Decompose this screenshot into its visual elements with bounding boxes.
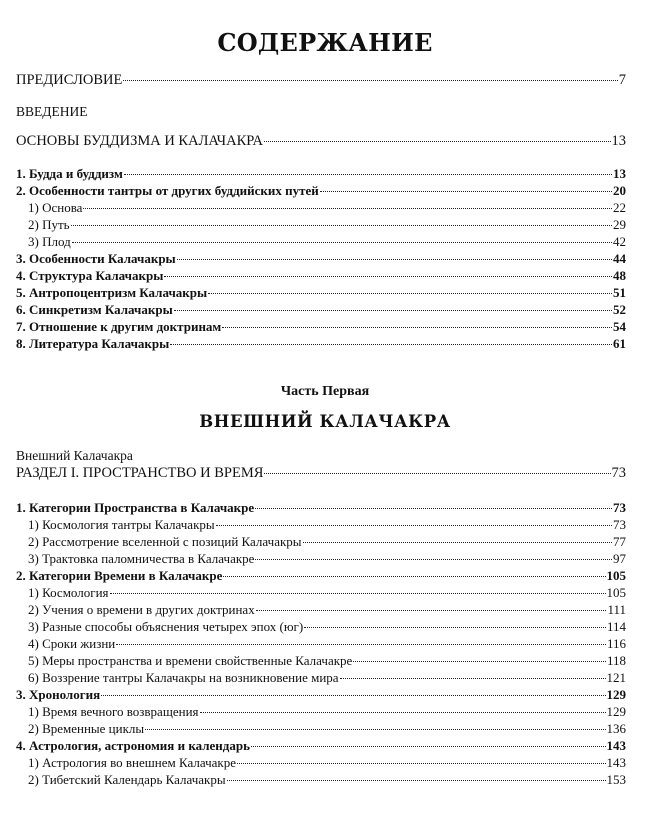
toc-entry-label: 4) Сроки жизни <box>28 636 116 651</box>
dot-leader <box>170 344 612 345</box>
toc-page-number: 121 <box>606 670 626 685</box>
toc-page-number: 22 <box>613 200 626 215</box>
dot-leader <box>208 293 612 294</box>
toc-page-number: 118 <box>606 653 626 668</box>
toc-page-number: 97 <box>613 551 626 566</box>
toc-entry[interactable] <box>28 636 626 652</box>
dot-leader <box>123 80 617 81</box>
toc-entry-label: 2) Временные циклы <box>28 721 145 736</box>
toc-page-number: 54 <box>613 319 626 334</box>
toc-entry-label: 6) Воззрение тантры Калачакры на возникновение мира <box>28 670 339 685</box>
dot-leader <box>264 141 611 142</box>
dot-leader <box>251 746 606 747</box>
toc-entry-label: 7. Отношение к другим доктринам <box>16 319 222 334</box>
toc-page-number: 48 <box>613 268 626 283</box>
toc-entry[interactable] <box>28 585 626 601</box>
toc-entry[interactable] <box>28 602 626 618</box>
dot-leader <box>256 610 607 611</box>
toc-entry-label: 4. Структура Калачакры <box>16 268 164 283</box>
toc-entry-label: 2) Путь <box>28 217 70 232</box>
toc-entry-label: 2) Тибетский Календарь Калачакры <box>28 772 226 787</box>
toc-entry-label: 3) Трактовка паломничества в Калачакре <box>28 551 255 566</box>
toc-entry-label: 5. Антропоцентризм Калачакры <box>16 285 208 300</box>
toc-page-number: 13 <box>613 166 626 181</box>
toc-entry[interactable] <box>28 551 626 567</box>
toc-page-number: 20 <box>613 183 626 198</box>
dot-leader <box>222 327 612 328</box>
toc-entry-label: 8. Литература Калачакры <box>16 336 170 351</box>
toc-entry-label: 1) Время вечного возвращения <box>28 704 199 719</box>
toc-page-number: 73 <box>613 500 626 515</box>
dot-leader <box>304 627 606 628</box>
dot-leader <box>255 559 612 560</box>
toc-page-number: 116 <box>606 636 626 651</box>
toc-entry[interactable] <box>28 517 626 533</box>
toc-entry-label: 2) Рассмотрение вселенной с позиций Калачакры <box>28 534 302 549</box>
dot-leader <box>223 576 605 577</box>
toc-page-number: 77 <box>613 534 626 549</box>
toc-entry-label: 3) Разные способы объяснения четырех эпох (юг) <box>28 619 304 634</box>
toc-entry-label: 2) Учения о времени в других доктринах <box>28 602 255 617</box>
toc-page-number: 44 <box>613 251 626 266</box>
dot-leader <box>216 525 612 526</box>
toc-entry[interactable] <box>28 721 626 737</box>
toc-entry[interactable] <box>16 285 626 301</box>
page-title: СОДЕРЖАНИЕ <box>217 28 433 57</box>
toc-entry[interactable] <box>16 500 626 516</box>
dot-leader <box>320 191 612 192</box>
toc-entry-label: ОСНОВЫ БУДДИЗМА И КАЛАЧАКРА <box>16 133 263 149</box>
toc-page-number: 129 <box>606 687 626 702</box>
dot-leader <box>116 644 606 645</box>
toc-entry[interactable] <box>28 217 626 233</box>
toc-entry[interactable] <box>16 568 626 584</box>
dot-leader <box>303 542 612 543</box>
toc-entry[interactable] <box>28 772 626 788</box>
toc-entry-label: РАЗДЕЛ I. ПРОСТРАНСТВО И ВРЕМЯ <box>16 465 264 481</box>
part-label: Часть Первая <box>280 384 370 399</box>
toc-entry[interactable] <box>16 183 626 199</box>
toc-page-number: 105 <box>606 585 626 600</box>
toc-page-number: 52 <box>613 302 626 317</box>
toc-page-number: 129 <box>606 704 626 719</box>
toc-page-number: 153 <box>606 772 626 787</box>
toc-page-number: 29 <box>613 217 626 232</box>
part-title: ВНЕШНИЙ КАЛАЧАКРА <box>199 412 451 431</box>
toc-entry-label: 2. Особенности тантры от других буддийских путей <box>16 183 319 198</box>
toc-page-number: 7 <box>618 72 626 88</box>
toc-entry[interactable] <box>28 234 626 250</box>
toc-entry[interactable] <box>16 738 626 754</box>
toc-entry-label: 2. Категории Времени в Калачакре <box>16 568 223 583</box>
dot-leader <box>177 259 612 260</box>
toc-page-number: 73 <box>613 517 626 532</box>
toc-entry-label: 1. Будда и буддизм <box>16 166 123 181</box>
toc-entry[interactable] <box>16 166 626 182</box>
toc-entry-label: 3. Хронология <box>16 687 101 702</box>
dot-leader <box>237 763 606 764</box>
toc-page-number: 114 <box>606 619 626 634</box>
dot-leader <box>264 473 610 474</box>
toc-entry[interactable] <box>28 755 626 771</box>
toc-entry-preface[interactable] <box>16 72 626 88</box>
dot-leader <box>353 661 606 662</box>
toc-entry[interactable] <box>28 619 626 635</box>
toc-entry[interactable] <box>28 200 626 216</box>
toc-page-number: 51 <box>613 285 626 300</box>
toc-entry[interactable] <box>16 319 626 335</box>
toc-entry-label: ПРЕДИСЛОВИЕ <box>16 72 123 88</box>
toc-page-number: 136 <box>606 721 626 736</box>
toc-entry-section[interactable] <box>16 465 626 481</box>
toc-entry-label: 1) Основа <box>28 200 83 215</box>
dot-leader <box>340 678 606 679</box>
dot-leader <box>255 508 612 509</box>
toc-page-number: 105 <box>606 568 626 583</box>
toc-entry[interactable] <box>28 534 626 550</box>
toc-page-number: 143 <box>606 738 626 753</box>
toc-entry-label: 4. Астрология, астрономия и календарь <box>16 738 250 753</box>
toc-entry[interactable] <box>28 704 626 720</box>
section-caption: Внешний Калачакра <box>16 448 133 463</box>
toc-entry-label: 3. Особенности Калачакры <box>16 251 176 266</box>
toc-entry-label: 1) Астрология во внешнем Калачакре <box>28 755 236 770</box>
dot-leader <box>83 208 612 209</box>
toc-entry[interactable] <box>16 268 626 284</box>
intro-heading: ВВЕДЕНИЕ <box>16 104 88 119</box>
toc-entry[interactable] <box>16 302 626 318</box>
toc-entry-label: 1. Категории Пространства в Калачакре <box>16 500 255 515</box>
toc-page-number: 143 <box>606 755 626 770</box>
dot-leader <box>101 695 605 696</box>
toc-page-number: 73 <box>611 465 626 481</box>
toc-entry[interactable] <box>16 687 626 703</box>
dot-leader <box>174 310 612 311</box>
dot-leader <box>145 729 605 730</box>
toc-entry-label: 1) Космология <box>28 585 109 600</box>
toc-entry[interactable] <box>28 653 626 669</box>
toc-entry-label: 1) Космология тантры Калачакры <box>28 517 215 532</box>
dot-leader <box>71 225 612 226</box>
toc-entry[interactable] <box>28 670 626 686</box>
toc-entry-label: 3) Плод <box>28 234 71 249</box>
toc-page-number: 61 <box>613 336 626 351</box>
toc-entry-label: 5) Меры пространства и времени свойственные Калачакре <box>28 653 353 668</box>
toc-page-number: 111 <box>607 602 626 617</box>
dot-leader <box>72 242 612 243</box>
toc-entry-intro-section[interactable] <box>16 133 626 149</box>
toc-page-number: 13 <box>611 133 626 149</box>
toc-entry[interactable] <box>16 251 626 267</box>
toc-entry[interactable] <box>16 336 626 352</box>
dot-leader <box>164 276 612 277</box>
dot-leader <box>200 712 606 713</box>
dot-leader <box>227 780 606 781</box>
toc-page-number: 42 <box>613 234 626 249</box>
dot-leader <box>110 593 606 594</box>
dot-leader <box>124 174 612 175</box>
toc-entry-label: 6. Синкретизм Калачакры <box>16 302 173 317</box>
